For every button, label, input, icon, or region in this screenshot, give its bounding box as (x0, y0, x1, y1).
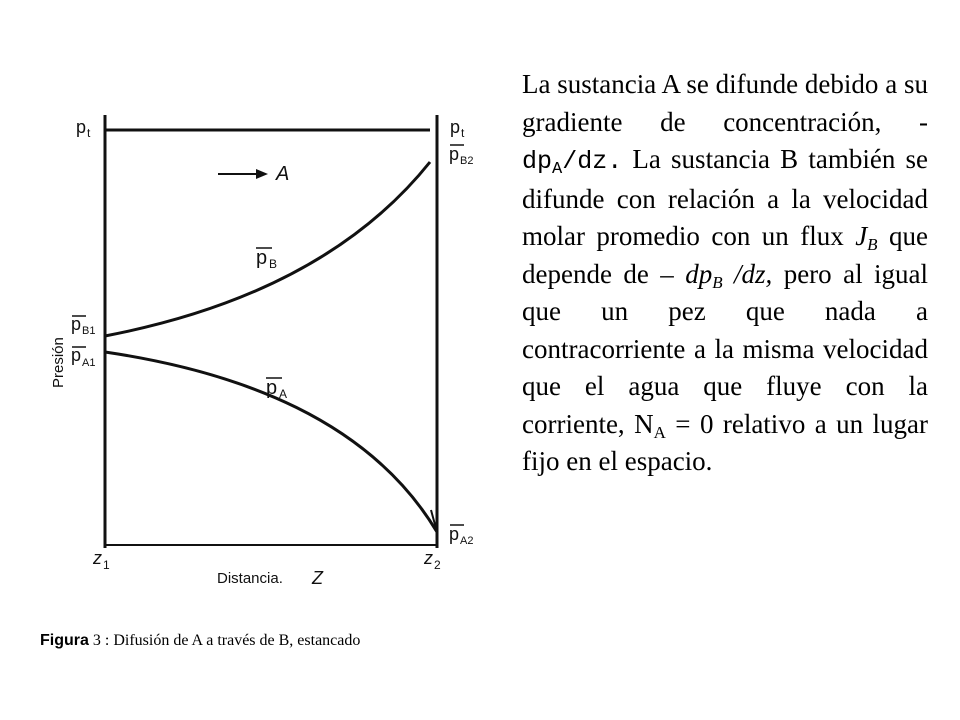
flux-arrow-head (256, 169, 268, 179)
z2-symbol: z (424, 548, 433, 568)
paragraph-part5: = 0 relativo a un lugar fijo en el espacio. (522, 408, 929, 476)
pB-curve-label (256, 247, 277, 271)
right-pB2-label (449, 144, 473, 167)
pB-curve (105, 162, 430, 336)
right-pt-subscript: t (461, 126, 465, 140)
left-pA1-symbol: p (71, 345, 82, 365)
pA-symbol: p (266, 377, 278, 399)
gradient-dpA: $dp_A/dz$. (522, 147, 623, 179)
x-axis-symbol: Z (312, 568, 323, 588)
left-pB1-symbol: p (71, 314, 82, 334)
right-pB2-symbol: p (449, 144, 460, 164)
left-pB1-subscript: B1 (82, 325, 96, 337)
z1-subscript: 1 (103, 558, 110, 572)
NA-subscript: A (653, 422, 666, 442)
caption-figure-word: Figura (40, 632, 89, 649)
right-pB2-subscript: B2 (460, 155, 474, 167)
explanation-paragraph (522, 66, 928, 481)
flux-JB: $J_B$ (855, 221, 878, 254)
paragraph-part1: La sustancia A se difunde debido a su gradiente de concentración, - (522, 69, 928, 137)
pA-curve-label (266, 377, 287, 401)
figure-caption (40, 632, 360, 650)
z2-subscript: 2 (434, 558, 441, 572)
left-pA1-label (71, 345, 95, 369)
right-total-pressure-label (450, 117, 465, 140)
paragraph-part2: La sustancia B también se difunde con relación a la velocidad molar promedio con un flux (522, 144, 928, 251)
pA-end-arrow (425, 510, 437, 532)
right-pt-symbol: p (450, 117, 461, 137)
z1-label (92, 548, 110, 572)
pB-subscript: B (269, 257, 278, 271)
gradient-dpB: $dp_B$ /dz, (685, 258, 773, 292)
z1-symbol: z (93, 548, 102, 568)
caption-text: 3 : Difusión de A a través de B, estancado (88, 632, 361, 649)
right-pA2-subscript: A2 (460, 535, 474, 547)
flux-arrow-label: A (276, 163, 290, 185)
left-pt-subscript: t (87, 126, 91, 140)
paragraph-part3: que depende de – (522, 221, 928, 289)
right-pA2-label (449, 524, 473, 547)
left-total-pressure-label (76, 117, 91, 140)
z2-label (423, 548, 441, 572)
x-axis-label: Distancia. (217, 570, 283, 587)
left-pA1-subscript: A1 (82, 357, 96, 369)
paragraph-part4: pero al igual que un pez que nada a contracorriente a la misma velocidad que el agua que fluye con la corriente, N (522, 258, 928, 439)
left-pt-symbol: p (76, 117, 87, 137)
pB-symbol: p (256, 247, 268, 269)
left-pB1-label (71, 314, 95, 337)
right-pA2-symbol: p (449, 524, 460, 544)
pA-subscript: A (279, 387, 288, 401)
y-axis-label: Presión (50, 337, 67, 388)
